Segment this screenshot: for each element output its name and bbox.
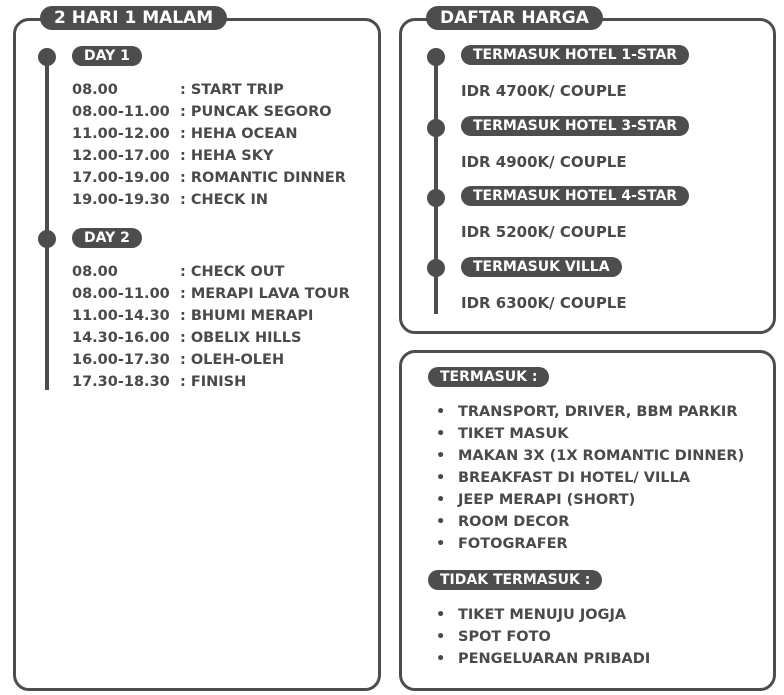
price-option-badge: TERMASUK VILLA — [461, 257, 622, 277]
day1-row: 08.00 : START TRIP — [72, 82, 284, 98]
excluded-item: • SPOT FOTO — [436, 629, 551, 645]
day2-row: 08.00-11.00 : MERAPI LAVA TOUR — [72, 286, 350, 302]
timeline-line — [45, 52, 49, 390]
day1-row: 11.00-12.00 : HEHA OCEAN — [72, 126, 298, 142]
day2-badge: DAY 2 — [72, 228, 142, 248]
included-item: • MAKAN 3X (1X ROMANTIC DINNER) — [436, 448, 745, 464]
included-item: • TRANSPORT, DRIVER, BBM PARKIR — [436, 404, 738, 420]
included-item: • FOTOGRAFER — [436, 536, 568, 552]
day1-row: 08.00-11.00 : PUNCAK SEGORO — [72, 104, 332, 120]
day1-dot — [38, 48, 56, 66]
price-dot — [427, 48, 445, 66]
price-value: IDR 6300K/ COUPLE — [461, 294, 627, 312]
price-value: IDR 4900K/ COUPLE — [461, 153, 627, 171]
price-dot — [427, 119, 445, 137]
day2-row: 14.30-16.00 : OBELIX HILLS — [72, 330, 302, 346]
price-dot — [427, 259, 445, 277]
included-item: • ROOM DECOR — [436, 514, 570, 530]
itinerary-title: 2 HARI 1 MALAM — [40, 6, 227, 30]
day1-row: 12.00-17.00 : HEHA SKY — [72, 148, 274, 164]
included-item: • JEEP MERAPI (SHORT) — [436, 492, 636, 508]
included-title: TERMASUK : — [428, 367, 549, 387]
day1-row: 17.00-19.00 : ROMANTIC DINNER — [72, 170, 346, 186]
price-panel — [399, 18, 776, 334]
price-option-badge: TERMASUK HOTEL 4-STAR — [461, 186, 689, 206]
excluded-item: • TIKET MENUJU JOGJA — [436, 607, 627, 623]
price-value: IDR 5200K/ COUPLE — [461, 223, 627, 241]
included-item: • BREAKFAST DI HOTEL/ VILLA — [436, 470, 691, 486]
price-option-badge: TERMASUK HOTEL 3-STAR — [461, 116, 689, 136]
day1-row: 19.00-19.30 : CHECK IN — [72, 192, 268, 208]
day2-dot — [38, 230, 56, 248]
price-dot — [427, 189, 445, 207]
day2-row: 11.00-14.30 : BHUMI MERAPI — [72, 308, 314, 324]
day1-badge: DAY 1 — [72, 46, 142, 66]
price-value: IDR 4700K/ COUPLE — [461, 82, 627, 100]
day2-row: 17.30-18.30 : FINISH — [72, 374, 247, 390]
included-item: • TIKET MASUK — [436, 426, 569, 442]
excluded-title: TIDAK TERMASUK : — [428, 570, 602, 590]
price-title: DAFTAR HARGA — [426, 6, 603, 30]
day2-row: 16.00-17.30 : OLEH-OLEH — [72, 352, 285, 368]
price-option-badge: TERMASUK HOTEL 1-STAR — [461, 45, 689, 65]
excluded-item: • PENGELUARAN PRIBADI — [436, 651, 651, 667]
day2-row: 08.00 : CHECK OUT — [72, 264, 285, 280]
